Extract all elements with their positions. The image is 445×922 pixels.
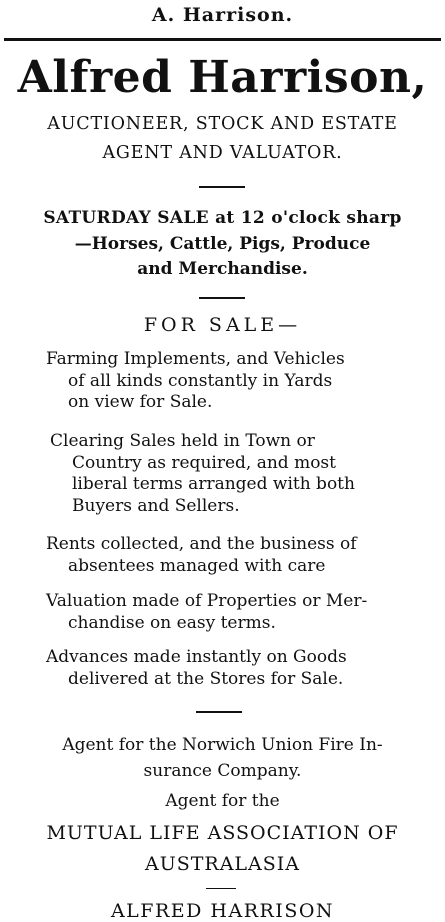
list-item-valuation xyxy=(46,591,441,634)
occupation-line-1: AUCTIONEER, STOCK AND ESTATE xyxy=(47,114,398,134)
item-line: liberal terms arranged with both xyxy=(72,474,355,494)
list-item-rents-collected xyxy=(46,534,441,577)
occupation-line-2: AGENT AND VALUATOR. xyxy=(102,143,343,163)
for-sale-heading: FOR SALE— xyxy=(143,314,302,336)
item-line: on view for Sale. xyxy=(68,392,213,412)
saturday-sale-line-2: —Horses, Cattle, Pigs, Produce xyxy=(74,234,371,254)
list-item-clearing-sales xyxy=(50,431,441,517)
agency-mutual-company-line-2: AUSTRALASIA xyxy=(144,853,301,875)
agency-mutual-company-line-1: MUTUAL LIFE ASSOCIATION OF xyxy=(46,822,399,844)
list-item-advances xyxy=(46,647,441,690)
agency-mutual-intro: Agent for the xyxy=(165,791,280,811)
item-line: Farming Implements, and Vehicles xyxy=(46,349,345,369)
separator-dash xyxy=(206,888,236,889)
item-line: Buyers and Sellers. xyxy=(72,495,240,516)
agency-norwich-line-2: surance Company. xyxy=(143,761,302,781)
saturday-sale-line-3: and Merchandise. xyxy=(137,259,308,279)
separator-dash xyxy=(199,186,245,188)
separator-dash xyxy=(196,711,242,713)
top-rule xyxy=(4,38,441,41)
item-line: delivered at the Stores for Sale. xyxy=(68,668,344,689)
item-line: Clearing Sales held in Town or xyxy=(50,431,315,451)
signature: ALFRED HARRISON xyxy=(110,900,335,922)
item-line: Advances made instantly on Goods xyxy=(46,647,347,667)
saturday-sale-line-1: SATURDAY SALE at 12 o'clock sharp xyxy=(43,208,402,228)
advertiser-name: Alfred Harrison, xyxy=(17,52,428,103)
item-line: Rents collected, and the business of xyxy=(46,534,357,554)
page-title: A. Harrison. xyxy=(151,4,294,26)
list-item-farming-implements xyxy=(46,349,441,414)
item-line: absentees managed with care xyxy=(68,555,326,576)
item-line: of all kinds constantly in Yards xyxy=(68,370,333,391)
item-line: Valuation made of Properties or Mer- xyxy=(46,591,368,611)
item-line: chandise on easy terms. xyxy=(68,612,276,633)
separator-dash xyxy=(199,297,245,299)
agency-norwich-line-1: Agent for the Norwich Union Fire In- xyxy=(62,735,383,755)
item-line: Country as required, and most xyxy=(72,452,336,473)
